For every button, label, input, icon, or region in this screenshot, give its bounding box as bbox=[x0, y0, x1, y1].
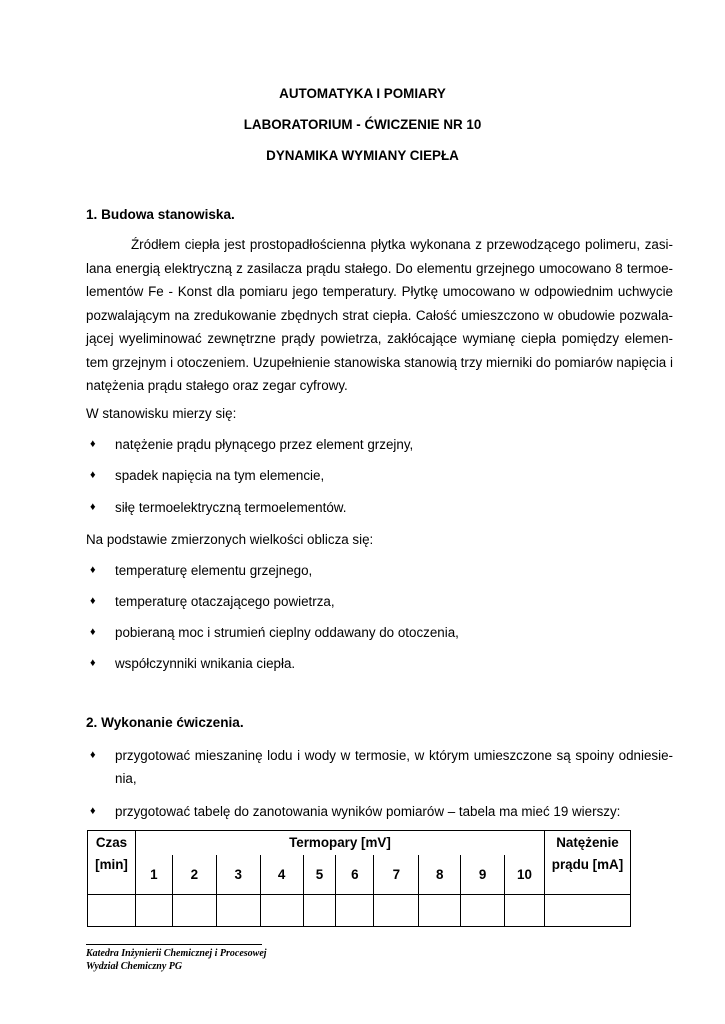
table-cell bbox=[374, 895, 419, 927]
footer-divider bbox=[86, 944, 262, 945]
doc-subtitle: LABORATORIUM - ĆWICZENIE NR 10 bbox=[243, 117, 482, 132]
paragraph-line: lementów Fe - Konst dla pomiaru jego temperatury. Płytkę umocowano w odpowiednim uchwycie bbox=[86, 284, 673, 299]
list-item bbox=[115, 748, 673, 763]
bullet-icon: ♦ bbox=[90, 595, 96, 607]
list-item: współczynniki wnikania ciepła. bbox=[115, 656, 296, 671]
footer-faculty: Wydział Chemiczny PG bbox=[86, 961, 183, 972]
table-cell bbox=[135, 895, 172, 927]
table-row bbox=[88, 895, 631, 927]
table-cell bbox=[461, 895, 505, 927]
thermo-col-6: 6 bbox=[336, 855, 374, 895]
list-item: pobieraną moc i strumień cieplny oddawany do otoczenia, bbox=[115, 625, 459, 640]
paragraph-line: Źródłem ciepła jest prostopadłościenna płytka wykonana z przewodzącego polimeru, zasi- bbox=[131, 237, 673, 252]
table-cell bbox=[303, 895, 336, 927]
thermo-col-4: 4 bbox=[260, 855, 303, 895]
header-current-unit: prądu [mA] bbox=[551, 857, 624, 872]
thermo-col-5: 5 bbox=[303, 855, 336, 895]
bullet-icon: ♦ bbox=[90, 626, 96, 638]
list-item: natężenie prądu płynącego przez element grzejny, bbox=[115, 437, 414, 452]
thermo-col-1: 1 bbox=[135, 855, 172, 895]
doc-topic: DYNAMIKA WYMIANY CIEPŁA bbox=[266, 148, 459, 163]
bullet-icon: ♦ bbox=[90, 749, 96, 761]
header-time-label: Czas bbox=[95, 835, 128, 850]
header-thermocouples: Termopary [mV] bbox=[135, 831, 544, 855]
header-current-label: Natężenie bbox=[556, 835, 619, 850]
thermo-col-9: 9 bbox=[461, 855, 505, 895]
paragraph-line: tem grzejnym i otoczeniem. Uzupełnienie stanowiska stanowią trzy mierniki do pomiarów napięcia i bbox=[86, 355, 673, 370]
table-cell bbox=[419, 895, 461, 927]
thermo-col-3: 3 bbox=[216, 855, 260, 895]
list-item: temperaturę elementu grzejnego, bbox=[115, 563, 313, 578]
paragraph-line: natężenia prądu stałego oraz zegar cyfrowy. bbox=[86, 378, 348, 393]
table-cell bbox=[172, 895, 216, 927]
list-item: spadek napięcia na tym elemencie, bbox=[115, 468, 325, 483]
paragraph-line: pozwalającym na zredukowanie zbędnych strat ciepła. Całość umieszczono w obudowie pozwala- bbox=[86, 308, 673, 323]
bullet-icon: ♦ bbox=[90, 469, 96, 481]
footer-department: Katedra Inżynierii Chemicznej i Procesowej bbox=[86, 948, 267, 959]
header-time bbox=[88, 831, 136, 895]
thermo-col-7: 7 bbox=[374, 855, 419, 895]
table-cell bbox=[260, 895, 303, 927]
doc-title: AUTOMATYKA I POMIARY bbox=[279, 86, 446, 101]
paragraph-line: lana energią elektryczną z zasilacza prądu stałego. Do elementu grzejnego umocowano 8 termoe- bbox=[86, 261, 673, 276]
header-time-unit: [min] bbox=[95, 857, 128, 872]
section-1-heading: 1. Budowa stanowiska. bbox=[86, 207, 235, 222]
bullet-icon: ♦ bbox=[90, 501, 96, 513]
section-2-heading: 2. Wykonanie ćwiczenia. bbox=[86, 715, 244, 730]
step-line: przygotować mieszaninę lodu i wody w termosie, w którym umieszczone są spoiny odniesie- bbox=[115, 748, 673, 763]
bullet-icon: ♦ bbox=[90, 657, 96, 669]
list-item: przygotować tabelę do zanotowania wyników pomiarów – tabela ma mieć 19 wierszy: bbox=[115, 804, 621, 819]
table-cell bbox=[88, 895, 136, 927]
measured-intro: W stanowisku mierzy się: bbox=[86, 406, 237, 421]
table-cell bbox=[216, 895, 260, 927]
thermo-col-10: 10 bbox=[505, 855, 545, 895]
computed-intro: Na podstawie zmierzonych wielkości oblicza się: bbox=[86, 532, 374, 547]
list-item: temperaturę otaczającego powietrza, bbox=[115, 594, 335, 609]
bullet-icon: ♦ bbox=[90, 805, 96, 817]
step-line-continued: nia, bbox=[115, 771, 137, 786]
bullet-icon: ♦ bbox=[90, 564, 96, 576]
results-table bbox=[87, 830, 631, 927]
table-cell bbox=[544, 895, 630, 927]
paragraph-line: jącej wyeliminować zewnętrzne prądy powietrza, zakłócające wymianę ciepła pomiędzy elemen- bbox=[86, 331, 673, 346]
table-cell bbox=[336, 895, 374, 927]
bullet-icon: ♦ bbox=[90, 438, 96, 450]
thermo-col-8: 8 bbox=[419, 855, 461, 895]
table-cell bbox=[505, 895, 545, 927]
list-item: siłę termoelektryczną termoelementów. bbox=[115, 500, 347, 515]
thermo-col-2: 2 bbox=[172, 855, 216, 895]
header-current bbox=[544, 831, 630, 895]
